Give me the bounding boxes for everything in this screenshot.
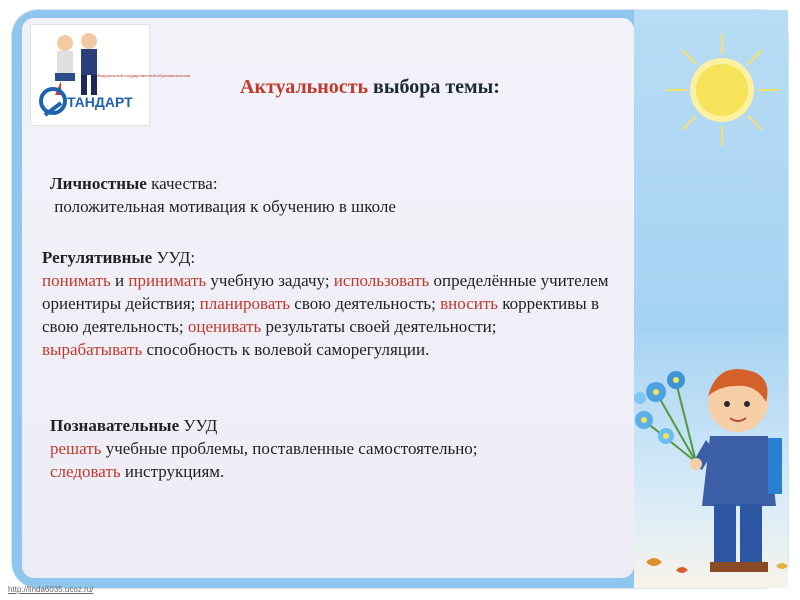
page-title: Актуальность выбора темы: (240, 76, 500, 98)
action-keyword: понимать (42, 271, 111, 290)
action-keyword: планировать (199, 294, 291, 313)
text-segment: ориентиры действия; (42, 294, 200, 313)
action-keyword: следовать (50, 462, 121, 481)
text-segment: результаты своей деятельности; (261, 317, 497, 336)
cognitive-line-2 (50, 460, 478, 483)
regulatory-line-3 (42, 315, 608, 338)
personal-section: Личностные качества: положительная мотивация к обучению в школе (50, 174, 396, 216)
svg-text:ТАНДАРТ: ТАНДАРТ (67, 94, 133, 110)
fgos-logo (30, 24, 190, 126)
cognitive-line-1 (50, 437, 478, 460)
action-keyword: принимать (128, 271, 207, 290)
sun-icon (662, 30, 782, 150)
text-segment: и (110, 271, 129, 290)
svg-text:Федеральный государственный об: Федеральный государственный образовательный (97, 73, 190, 78)
personal-line: положительная мотивация к обучению в школе (50, 197, 396, 216)
action-keyword: использовать (333, 271, 430, 290)
regulatory-section: Регулятивные УУД: понимать и принимать учебную задачу; использовать определённые учителем ориентиры действия; планировать свою деятельность; вносить коррективы в свою деятельность; оценивать результаты своей деятельности; вырабатывать способность к волевой саморегуляции. (42, 248, 609, 359)
action-keyword: решать (50, 439, 102, 458)
text-segment: учебные проблемы, поставленные самостоятельно; (101, 439, 478, 458)
text-segment: определённые учителем (429, 271, 609, 290)
children-logo-icon (31, 25, 190, 125)
text-segment: способность к волевой саморегуляции. (142, 340, 430, 359)
text-segment: инструкциям. (120, 462, 225, 481)
footer-url[interactable]: http://linda6035.ucoz.ru/ (8, 585, 94, 594)
text-segment: свою деятельность; (290, 294, 441, 313)
flowers-icon (634, 371, 696, 462)
text-segment: учебную задачу; (206, 271, 334, 290)
regulatory-heading: Регулятивные (42, 248, 153, 267)
boy-illustration (626, 352, 794, 582)
action-keyword: вносить (440, 294, 499, 313)
action-keyword: вырабатывать (42, 340, 143, 359)
action-keyword: оценивать (187, 317, 262, 336)
personal-heading: Личностные (50, 174, 147, 193)
regulatory-line-4 (42, 338, 608, 361)
text-segment: коррективы в (498, 294, 600, 313)
cognitive-heading: Познавательные (50, 416, 180, 435)
text-segment: свою деятельность; (42, 317, 188, 336)
regulatory-line-2 (42, 292, 608, 315)
cognitive-section: Познавательные УУД решать учебные проблемы, поставленные самостоятельно; следовать инструкциям. (50, 416, 478, 481)
regulatory-line-1 (42, 269, 608, 292)
